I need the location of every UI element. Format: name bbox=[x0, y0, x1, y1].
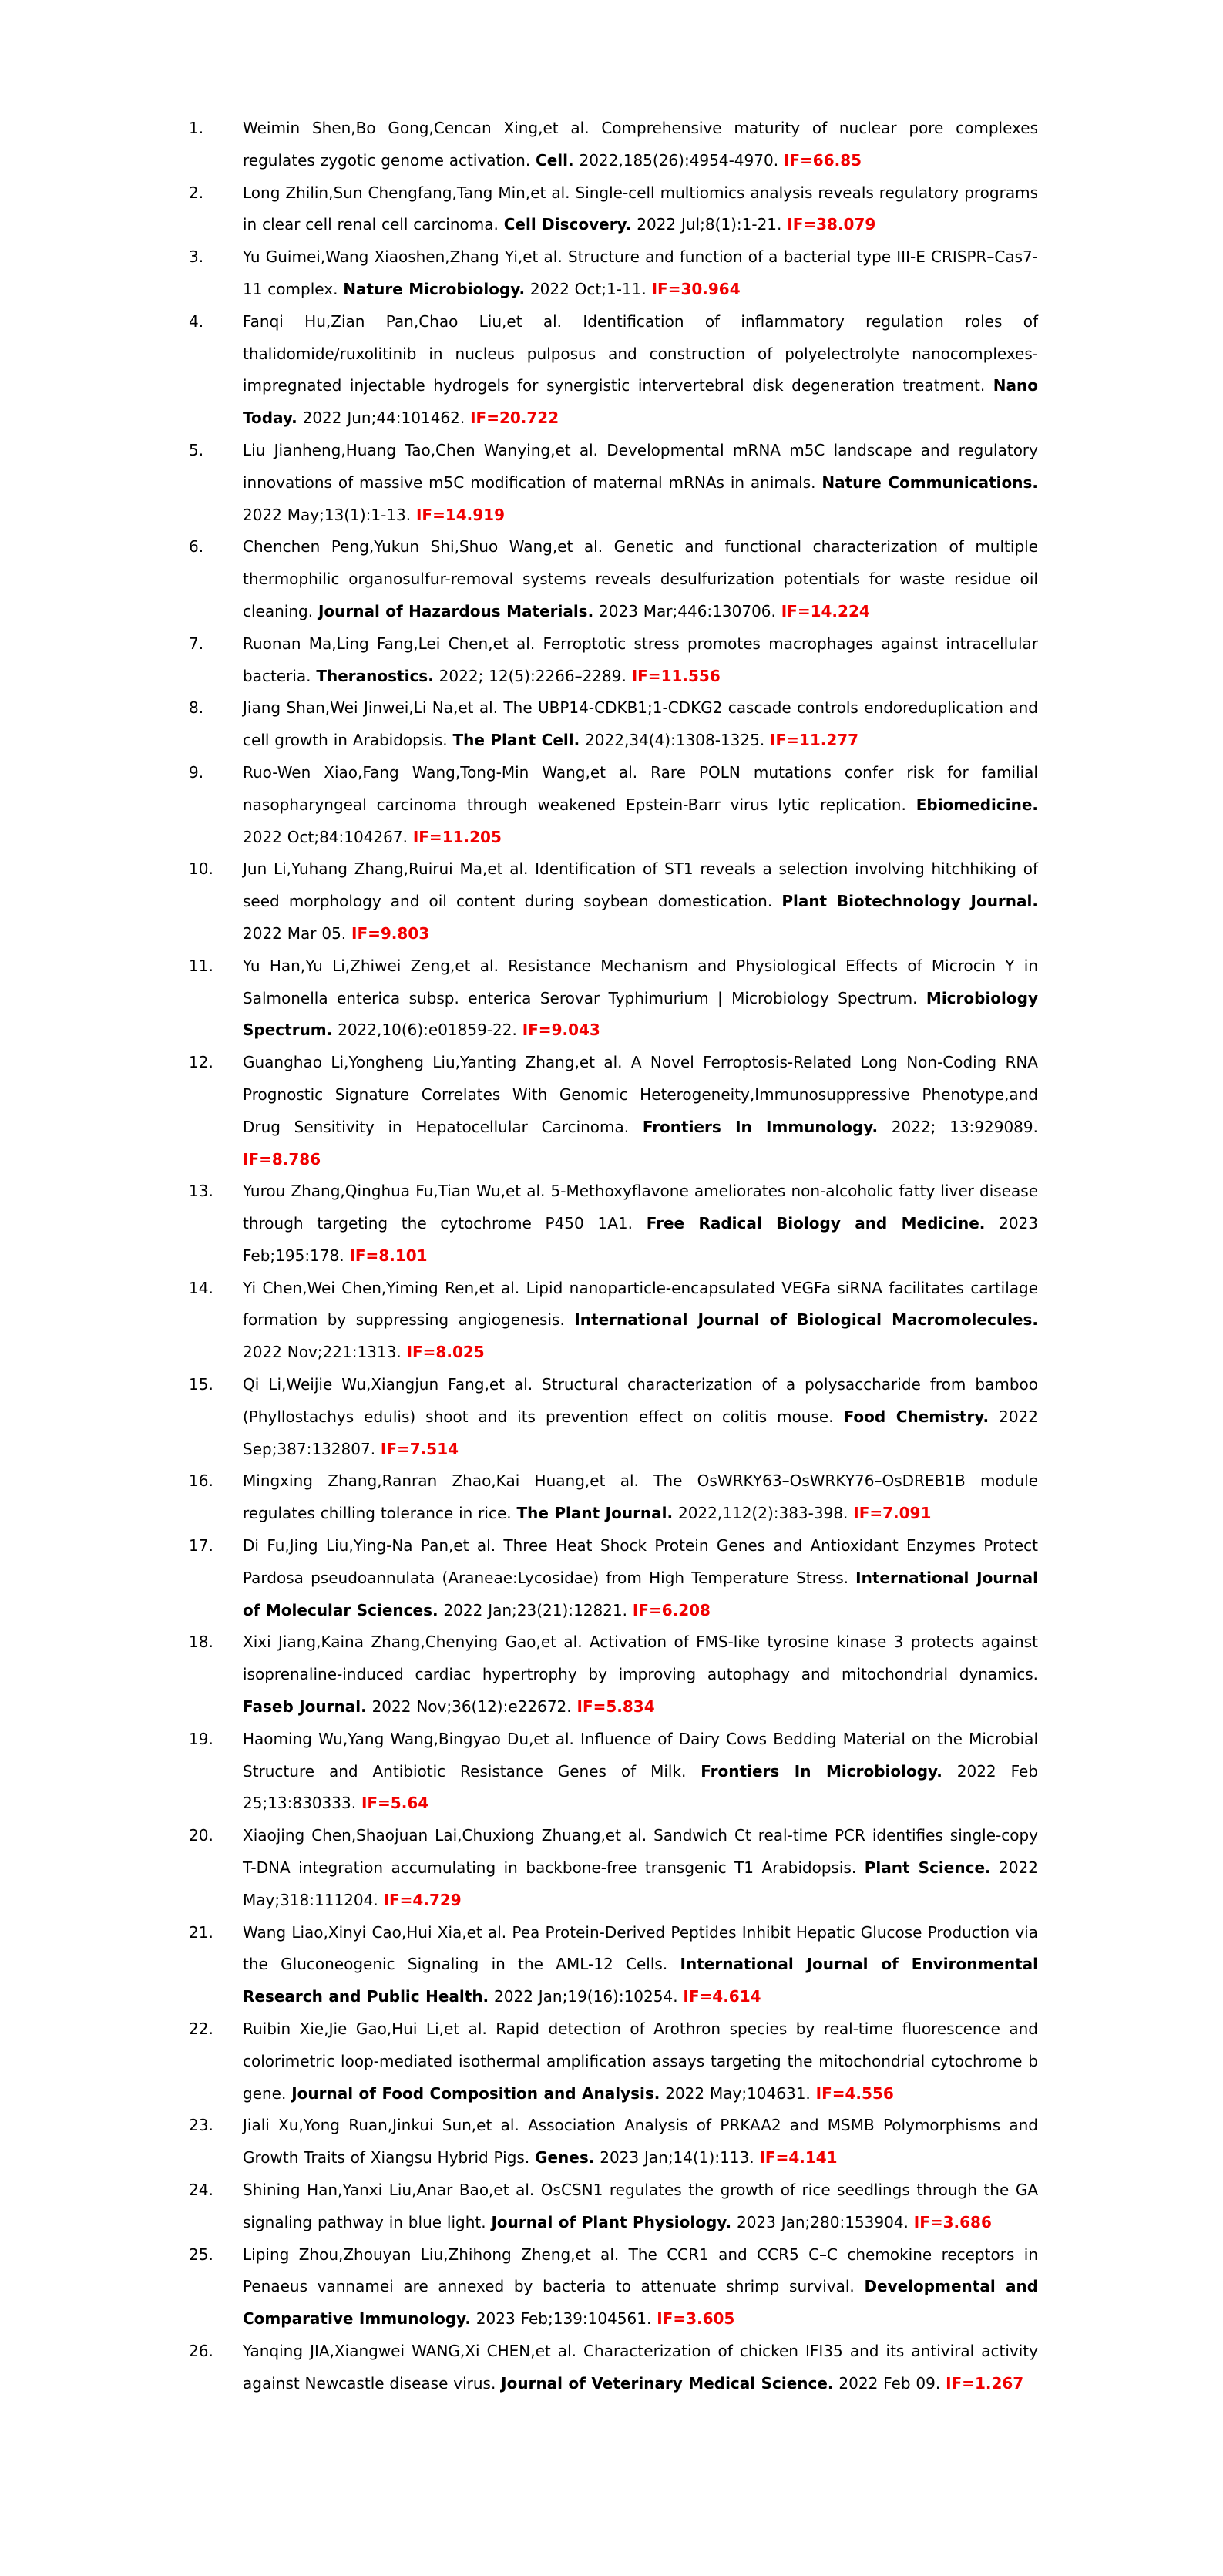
journal-name: Ebiomedicine. bbox=[916, 795, 1038, 814]
journal-name: Journal of Plant Physiology. bbox=[491, 2212, 732, 2231]
impact-factor: IF=4.141 bbox=[759, 2148, 838, 2167]
citation-details: 2022,10(6):e01859-22. bbox=[332, 1021, 522, 1040]
reference-text: Shining Han,Yanxi Liu,Anar Bao,et al. OsCSN1 regulates the growth of rice seedlings through the GA signaling pathway in blue light. bbox=[243, 2181, 1038, 2231]
impact-factor: IF=4.556 bbox=[815, 2083, 894, 2103]
impact-factor: IF=20.722 bbox=[470, 409, 559, 428]
reference-number: 20. bbox=[189, 1826, 213, 1845]
reference-number: 8. bbox=[189, 698, 204, 718]
journal-name: Developmental and Comparative Immunology. bbox=[243, 2277, 1039, 2329]
reference-item bbox=[189, 435, 1038, 531]
impact-factor: IF=3.605 bbox=[657, 2309, 735, 2329]
reference-text: Jun Li,Yuhang Zhang,Ruirui Ma,et al. Identification of ST1 reveals a selection involving hitchhiking of seed morphology and oil content during soybean domestication. bbox=[243, 859, 1038, 911]
impact-factor: IF=7.514 bbox=[380, 1439, 459, 1458]
reference-number: 21. bbox=[189, 1922, 213, 1942]
journal-name: International Journal of Environmental Research and Public Health. bbox=[243, 1955, 1038, 2006]
citation-details: 2023 Feb;195:178. bbox=[243, 1214, 1039, 1265]
citation-details: 2022 Feb 09. bbox=[833, 2373, 946, 2393]
citation-details: 2022 Nov;221:1313. bbox=[243, 1343, 407, 1362]
citation-details: 2022 May;318:111204. bbox=[243, 1858, 1038, 1909]
reference-text: Chenchen Peng,Yukun Shi,Shuo Wang,et al. Genetic and functional characterization of multiple thermophilic organosulfur-removal systems reveals desulfurization potentials for waste residue oil cleaning. bbox=[243, 537, 1038, 620]
impact-factor: IF=8.025 bbox=[406, 1343, 485, 1362]
citation-details: 2022 May;13(1):1-13. bbox=[243, 505, 416, 524]
journal-name: International Journal of Biological Macromolecules. bbox=[574, 1310, 1038, 1330]
citation-details: 2022 May;104631. bbox=[660, 2083, 816, 2103]
reference-list bbox=[189, 113, 1038, 2400]
reference-number: 6. bbox=[189, 537, 204, 557]
reference-item bbox=[189, 628, 1038, 693]
reference-item bbox=[189, 2239, 1038, 2336]
reference-number: 2. bbox=[189, 183, 204, 202]
reference-number: 22. bbox=[189, 2019, 213, 2039]
reference-text: Wang Liao,Xinyi Cao,Hui Xia,et al. Pea Protein-Derived Peptides Inhibit Hepatic Glucose Production via the Gluconeogenic Signaling in the AML-12 Cells. bbox=[243, 1922, 1038, 1974]
impact-factor: IF=4.614 bbox=[683, 1987, 761, 2006]
reference-text: Mingxing Zhang,Ranran Zhao,Kai Huang,et al. The OsWRKY63–OsWRKY76–OsDREB1B module regulates chilling tolerance in rice. bbox=[243, 1471, 1038, 1523]
reference-text: Ruonan Ma,Ling Fang,Lei Chen,et al. Ferroptotic stress promotes macrophages against intracellular bacteria. bbox=[243, 634, 1038, 685]
reference-text: Ruibin Xie,Jie Gao,Hui Li,et al. Rapid detection of Arothron species by real-time fluorescence and colorimetric loop-mediated isothermal amplification assays targeting the mitochondrial cytochrome b gene. bbox=[243, 2019, 1038, 2103]
reference-text: Xixi Jiang,Kaina Zhang,Chenying Gao,et al. Activation of FMS-like tyrosine kinase 3 protects against isoprenaline-induced cardiac hypertrophy by improving autophagy and mitochondrial dynamics. bbox=[243, 1633, 1038, 1684]
reference-item bbox=[189, 1820, 1038, 1916]
reference-text: Liu Jianheng,Huang Tao,Chen Wanying,et al. Developmental mRNA m5C landscape and regulatory innovations of massive m5C modification of maternal mRNAs in animals. bbox=[243, 440, 1038, 492]
reference-number: 14. bbox=[189, 1278, 213, 1297]
reference-number: 11. bbox=[189, 956, 213, 975]
journal-name: Free Radical Biology and Medicine. bbox=[646, 1214, 986, 1233]
reference-number: 9. bbox=[189, 762, 204, 782]
citation-details: 2022; 13:929089. bbox=[878, 1117, 1038, 1136]
reference-item bbox=[189, 1175, 1038, 1272]
reference-number: 23. bbox=[189, 2116, 213, 2135]
journal-name: Theranostics. bbox=[316, 666, 434, 685]
impact-factor: IF=14.224 bbox=[781, 601, 870, 620]
citation-details: 2022 Jul;8(1):1-21. bbox=[631, 215, 788, 234]
impact-factor: IF=8.786 bbox=[243, 1149, 321, 1169]
journal-name: Nano Today. bbox=[243, 376, 1038, 428]
impact-factor: IF=14.919 bbox=[415, 505, 506, 524]
citation-details: 2022 Feb 25;13:830333. bbox=[243, 1761, 1038, 1813]
citation-details: 2023 Mar;446:130706. bbox=[593, 601, 781, 620]
reference-number: 26. bbox=[189, 2341, 213, 2360]
reference-text: Liping Zhou,Zhouyan Liu,Zhihong Zheng,et al. The CCR1 and CCR5 C–C chemokine receptors in Penaeus vannamei are annexed by bacteria to attenuate shrimp survival. bbox=[243, 2245, 1038, 2296]
reference-item bbox=[189, 241, 1038, 306]
reference-text: Guanghao Li,Yongheng Liu,Yanting Zhang,et al. A Novel Ferroptosis-Related Long Non-Coding RNA Prognostic Signature Correlates With Genomic Heterogeneity,Immunosuppressive Phenotype,and Drug Sensitivity in Hepatocellular Carcinoma. bbox=[243, 1053, 1038, 1136]
reference-number: 1. bbox=[189, 119, 204, 137]
reference-number: 15. bbox=[189, 1375, 213, 1394]
journal-name: Nature Communications. bbox=[821, 472, 1038, 492]
journal-name: Plant Biotechnology Journal. bbox=[781, 892, 1038, 911]
reference-item bbox=[189, 1465, 1038, 1530]
reference-item bbox=[189, 1626, 1038, 1723]
impact-factor: IF=7.091 bbox=[853, 1504, 932, 1523]
citation-details: 2022 Jan;19(16):10254. bbox=[489, 1987, 684, 2006]
journal-name: Microbiology Spectrum. bbox=[243, 988, 1038, 1040]
reference-text: Haoming Wu,Yang Wang,Bingyao Du,et al. Influence of Dairy Cows Bedding Material on the Microbial Structure and Antibiotic Resistance Genes of Milk. bbox=[243, 1729, 1038, 1781]
reference-item bbox=[189, 177, 1038, 242]
journal-name: Faseb Journal. bbox=[243, 1697, 367, 1717]
reference-text: Yi Chen,Wei Chen,Yiming Ren,et al. Lipid nanoparticle-encapsulated VEGFa siRNA facilitates cartilage formation by suppressing angiogenesis. bbox=[243, 1278, 1038, 1330]
reference-item bbox=[189, 531, 1038, 627]
impact-factor: IF=4.729 bbox=[383, 1890, 462, 1909]
journal-name: Journal of Food Composition and Analysis. bbox=[291, 2083, 660, 2103]
citation-details: 2023 Jan;14(1):113. bbox=[594, 2148, 760, 2167]
reference-item bbox=[189, 306, 1038, 435]
reference-item bbox=[189, 692, 1038, 757]
citation-details: 2022 Jan;23(21):12821. bbox=[438, 1600, 633, 1619]
reference-text: Yanqing JIA,Xiangwei WANG,Xi CHEN,et al. Characterization of chicken IFI35 and its antiviral activity against Newcastle disease virus. bbox=[243, 2341, 1038, 2393]
reference-item bbox=[189, 2174, 1038, 2239]
citation-details: 2022 Mar 05. bbox=[243, 923, 352, 943]
journal-name: Genes. bbox=[535, 2148, 595, 2167]
journal-name: The Plant Journal. bbox=[516, 1504, 674, 1523]
reference-number: 16. bbox=[189, 1471, 213, 1491]
citation-details: 2022,112(2):383-398. bbox=[673, 1504, 854, 1523]
impact-factor: IF=1.267 bbox=[946, 2373, 1024, 2393]
reference-number: 12. bbox=[189, 1053, 213, 1072]
reference-text: Yu Han,Yu Li,Zhiwei Zeng,et al. Resistance Mechanism and Physiological Effects of Microcin Y in Salmonella enterica subsp. enterica Serovar Typhimurium | Microbiology Spectrum. bbox=[243, 956, 1038, 1007]
reference-item bbox=[189, 1530, 1038, 1626]
reference-item bbox=[189, 950, 1038, 1047]
impact-factor: IF=11.556 bbox=[631, 666, 721, 685]
impact-factor: IF=66.85 bbox=[783, 150, 862, 170]
reference-item bbox=[189, 1917, 1038, 2013]
reference-text: Di Fu,Jing Liu,Ying-Na Pan,et al. Three Heat Shock Protein Genes and Antioxidant Enzymes Protect Pardosa pseudoannulata (Araneae:Lycosidae) from High Temperature Stress. bbox=[243, 1536, 1038, 1587]
journal-name: Nature Microbiology. bbox=[343, 279, 526, 298]
impact-factor: IF=8.101 bbox=[349, 1246, 428, 1265]
reference-number: 10. bbox=[189, 859, 213, 879]
reference-number: 17. bbox=[189, 1536, 213, 1555]
reference-item bbox=[189, 1273, 1038, 1369]
reference-text: Jiang Shan,Wei Jinwei,Li Na,et al. The UBP14-CDKB1;1-CDKG2 cascade controls endoreduplication and cell growth in Arabidopsis. bbox=[243, 698, 1038, 750]
reference-text: Qi Li,Weijie Wu,Xiangjun Fang,et al. Structural characterization of a polysaccharide from bamboo (Phyllostachys edulis) shoot and its prevention effect on colitis mouse. bbox=[243, 1375, 1038, 1426]
journal-name: International Journal of Molecular Sciences. bbox=[243, 1568, 1038, 1619]
impact-factor: IF=9.043 bbox=[522, 1021, 600, 1040]
reference-number: 5. bbox=[189, 440, 204, 459]
reference-item bbox=[189, 2336, 1038, 2400]
citation-details: 2023 Jan;280:153904. bbox=[731, 2212, 914, 2231]
journal-name: Frontiers In Microbiology. bbox=[701, 1761, 942, 1781]
citation-details: 2022 Oct;1-11. bbox=[525, 279, 652, 298]
journal-name: Journal of Veterinary Medical Science. bbox=[501, 2373, 834, 2393]
citation-details: 2022 Sep;387:132807. bbox=[243, 1407, 1038, 1458]
citation-details: 2022 Jun;44:101462. bbox=[297, 409, 471, 428]
journal-name: The Plant Cell. bbox=[452, 731, 580, 750]
citation-details: 2022 Nov;36(12):e22672. bbox=[366, 1697, 577, 1717]
reference-number: 25. bbox=[189, 2245, 213, 2264]
reference-item bbox=[189, 113, 1038, 177]
impact-factor: IF=11.205 bbox=[412, 827, 502, 846]
journal-name: Cell. bbox=[536, 150, 574, 170]
reference-number: 7. bbox=[189, 634, 204, 653]
impact-factor: IF=30.964 bbox=[651, 279, 741, 298]
reference-text: Weimin Shen,Bo Gong,Cencan Xing,et al. Comprehensive maturity of nuclear pore complexes regulates zygotic genome activation. bbox=[243, 119, 1038, 170]
reference-item bbox=[189, 1723, 1038, 1820]
impact-factor: IF=5.834 bbox=[576, 1697, 655, 1717]
reference-text: Xiaojing Chen,Shaojuan Lai,Chuxiong Zhuang,et al. Sandwich Ct real-time PCR identifies single-copy T-DNA integration accumulating in backbone-free transgenic T1 Arabidopsis. bbox=[243, 1826, 1038, 1878]
reference-item bbox=[189, 2110, 1038, 2174]
impact-factor: IF=6.208 bbox=[632, 1600, 711, 1619]
journal-name: Journal of Hazardous Materials. bbox=[318, 601, 594, 620]
reference-text: Ruo-Wen Xiao,Fang Wang,Tong-Min Wang,et al. Rare POLN mutations confer risk for familial nasopharyngeal carcinoma through weakened Epstein-Barr virus lytic replication. bbox=[243, 762, 1038, 814]
reference-item bbox=[189, 1047, 1038, 1175]
reference-text: Yurou Zhang,Qinghua Fu,Tian Wu,et al. 5-Methoxyflavone ameliorates non-alcoholic fatty liver disease through targeting the cytochrome P450 1A1. bbox=[243, 1182, 1038, 1233]
impact-factor: IF=38.079 bbox=[787, 215, 876, 234]
reference-text: Fanqi Hu,Zian Pan,Chao Liu,et al. Identification of inflammatory regulation roles of thalidomide/ruxolitinib in nucleus pulposus and construction of polyelectrolyte nanocomplexes-impregnated injectable hydrogels for synergistic intervertebral disk degeneration treatment. bbox=[243, 311, 1038, 395]
citation-details: 2022,185(26):4954-4970. bbox=[573, 150, 784, 170]
reference-item bbox=[189, 2013, 1038, 2110]
journal-name: Frontiers In Immunology. bbox=[642, 1117, 879, 1136]
impact-factor: IF=5.64 bbox=[361, 1794, 429, 1813]
reference-item bbox=[189, 853, 1038, 950]
impact-factor: IF=3.686 bbox=[913, 2212, 992, 2231]
reference-number: 4. bbox=[189, 311, 204, 331]
citation-details: 2023 Feb;139:104561. bbox=[470, 2309, 657, 2329]
citation-details: 2022; 12(5):2266–2289. bbox=[433, 666, 632, 685]
citation-details: 2022 Oct;84:104267. bbox=[243, 827, 413, 846]
reference-text: Yu Guimei,Wang Xiaoshen,Zhang Yi,et al. Structure and function of a bacterial type III-E CRISPR–Cas7-11 complex. bbox=[243, 247, 1038, 298]
citation-details: 2022,34(4):1308-1325. bbox=[580, 731, 771, 750]
reference-number: 13. bbox=[189, 1182, 213, 1201]
journal-name: Plant Science. bbox=[864, 1858, 991, 1878]
reference-number: 18. bbox=[189, 1633, 213, 1652]
impact-factor: IF=9.803 bbox=[351, 923, 430, 943]
reference-number: 3. bbox=[189, 247, 204, 267]
reference-number: 24. bbox=[189, 2181, 213, 2199]
reference-text: Jiali Xu,Yong Ruan,Jinkui Sun,et al. Association Analysis of PRKAA2 and MSMB Polymorphisms and Growth Traits of Xiangsu Hybrid Pigs. bbox=[243, 2116, 1038, 2167]
reference-item bbox=[189, 1369, 1038, 1465]
reference-item bbox=[189, 757, 1038, 853]
journal-name: Food Chemistry. bbox=[843, 1407, 989, 1426]
reference-number: 19. bbox=[189, 1729, 213, 1748]
journal-name: Cell Discovery. bbox=[503, 215, 632, 234]
impact-factor: IF=11.277 bbox=[770, 731, 859, 750]
reference-text: Long Zhilin,Sun Chengfang,Tang Min,et al. Single-cell multiomics analysis reveals regulatory programs in clear cell renal cell carcinoma. bbox=[243, 183, 1038, 234]
